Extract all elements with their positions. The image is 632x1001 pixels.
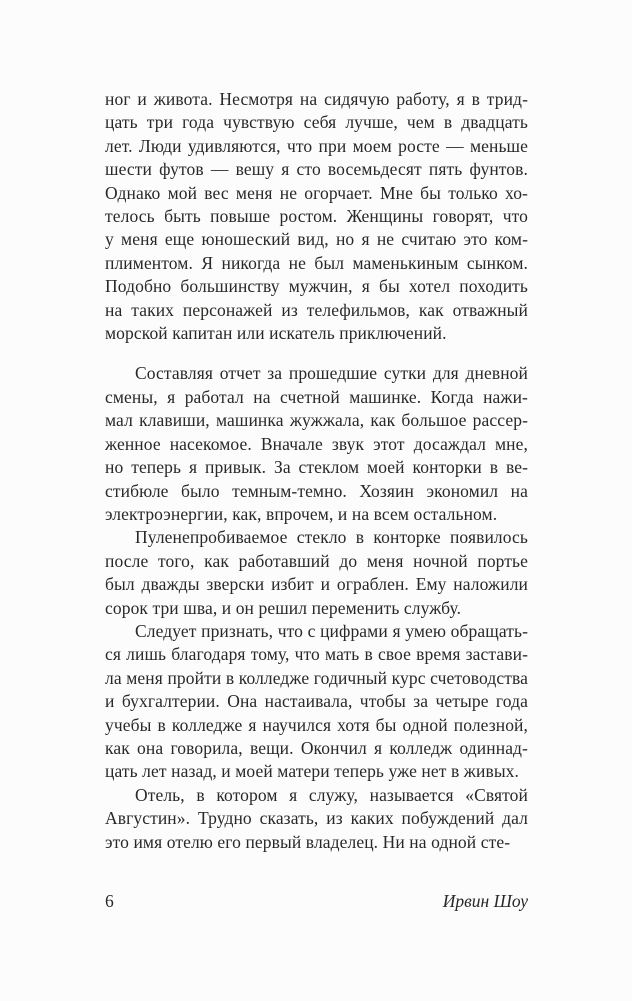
text-line: мал клавиши, машинка жужжала, как большое рассер-	[105, 410, 528, 431]
text-line: электроэнергии, как, впрочем, и на всем остальном.	[105, 503, 498, 524]
page-footer	[105, 890, 528, 913]
text-line: был дважды зверски избит и ограблен. Ему наложили	[105, 574, 528, 595]
paragraph	[105, 526, 528, 620]
running-head-author: Ирвин Шоу	[442, 891, 528, 911]
text-line: плиментом. Я никогда не был маменькиным сынком.	[105, 252, 528, 273]
paragraph	[105, 88, 528, 345]
text-line: Подобно большинству мужчин, я бы хотел походить	[105, 276, 528, 297]
paragraph	[105, 362, 528, 526]
text-line: учебы в колледже я научился хотя бы одной полезной,	[105, 714, 528, 735]
page-number: 6	[105, 891, 114, 911]
text-line: женное насекомое. Вначале звук этот досаждал мне,	[105, 433, 528, 454]
text-line: ла меня пройти в колледже годичный курс счетоводства	[105, 667, 528, 688]
text-line: шести футов — вешу я сто восемьдесят пять фунтов.	[105, 159, 528, 180]
text-line: лет. Люди удивляются, что при моем росте — меньше	[105, 135, 528, 156]
paragraph	[105, 620, 528, 784]
text-block	[105, 88, 528, 854]
text-line: после того, как работавший до меня ночной портье	[105, 550, 528, 571]
text-line: Пуленепробиваемое стекло в конторке появилось	[135, 527, 528, 548]
text-line: как она говорила, вещи. Окончил я колледж одиннад-	[105, 737, 528, 758]
text-line: сорок три шва, и он решил переменить службу.	[105, 597, 462, 618]
text-line: Августин». Трудно сказать, из каких побуждений дал	[105, 808, 528, 829]
text-line: и бухгалтерии. Она настаивала, чтобы за четыре года	[105, 691, 528, 712]
text-line: Отель, в котором я служу, называется «Святой	[135, 784, 528, 805]
text-line: морской капитан или искатель приключений.	[105, 323, 447, 344]
text-line: смены, я работал на счетной машинке. Когда нажи-	[105, 386, 528, 407]
text-line: у меня еще юношеский вид, но я не считаю это ком-	[105, 229, 528, 250]
text-line: ся лишь благодаря тому, что мать в свое время застави-	[105, 644, 528, 665]
paragraph	[105, 784, 528, 854]
text-line: Составляя отчет за прошедшие сутки для дневной	[135, 363, 528, 384]
text-line: телось быть повыше ростом. Женщины говорят, что	[105, 206, 528, 227]
text-line: цать три года чувствую себя лучше, чем в двадцать	[105, 112, 528, 133]
text-line: на таких персонажей из телефильмов, как отважный	[105, 299, 528, 320]
text-line: это имя отелю его первый владелец. Ни на одной сте-	[105, 831, 511, 852]
text-line: стибюле было темным-темно. Хозяин экономил на	[105, 480, 528, 501]
text-line: цать лет назад, и моей матери теперь уже нет в живых.	[105, 761, 520, 782]
text-line: Следует признать, что с цифрами я умею обращать-	[135, 620, 528, 641]
text-line: но теперь я привык. За стеклом моей конторки в ве-	[105, 457, 528, 478]
text-line: ног и живота. Несмотря на сидячую работу, я в трид-	[105, 89, 528, 109]
text-line: Однако мой вес меня не огорчает. Мне бы только хо-	[105, 182, 528, 203]
